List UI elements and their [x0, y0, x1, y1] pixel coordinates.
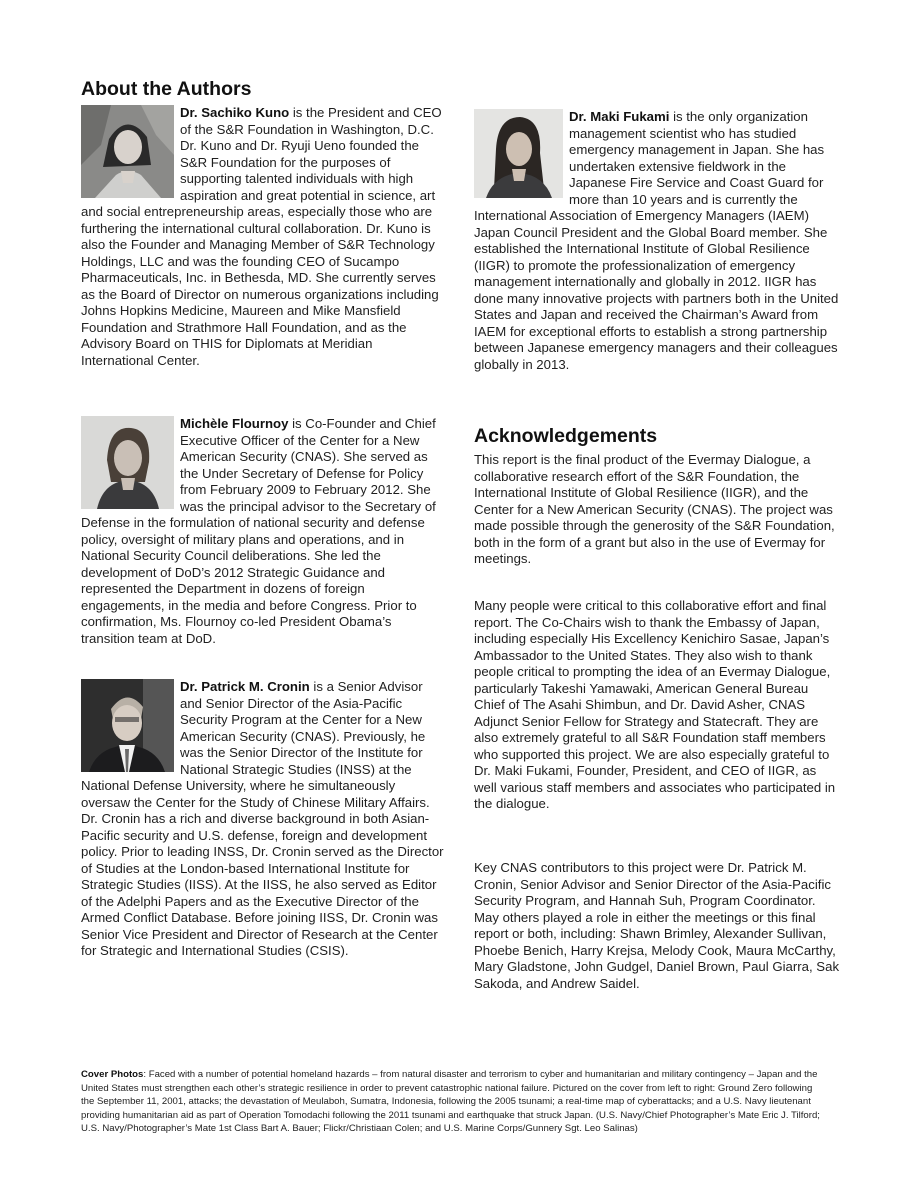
cronin-name: Dr. Patrick M. Cronin: [180, 679, 310, 694]
fukami-photo: [474, 109, 563, 198]
cover-photos-text: : Faced with a number of potential homeland hazards – from natural disaster and terrorism to cyber and humanitarian and military contingency – Japan and the United States must strengthen each other’s strategic resilience in order to prevent catastrophic national failure. Pictured on the cover from left to right: Ground Zero following the September 11, 2001, attacks; the devastation of Meulaboh, Sumatra, Indonesia, following the 2005 tsunami; a real-time map of cyberattacks; and a U.S. Navy lieutenant providing humanitarian aid as part of Operation Tomodachi following the 2011 tsunami and earthquake that struck Japan. (U.S. Navy/Chief Photographer’s Mate Eric J. Tilford; U.S. Navy/Photographer’s Mate 1st Class Bart A. Bauer; Flickr/Christiaan Colen; and U.S. Marine Corps/Gunnery Sgt. Leo Salinas): [81, 1069, 820, 1135]
cover-photos-label: Cover Photos: [81, 1069, 144, 1080]
kuno-bio-text: is the President and CEO of the S&R Foundation in Washington, D.C. Dr. Kuno and Dr. Ryuji Ueno founded the S&R Foundation for the purposes of supporting talented individuals with high aspiration and great potential in science, art and social entrepreneurship areas, especially those who are furthering the international cultural collaboration. Dr. Kuno is also the Founder and Managing Member of S&R Technology Holdings, LLC and was the founding CEO of Sucampo Pharmaceuticals, Inc. in Bethesda, MD. She currently serves as the Board of Director on numerous organizations including Johns Hopkins Medicine, Maureen and Mike Mansfield Foundation and Strathmore Hall Foundation, and as the Advisory Board on THIS for Diplomats at Meridian International Center.: [81, 105, 442, 368]
acknowledgements-paragraph-3: Key CNAS contributors to this project were Dr. Patrick M. Cronin, Senior Advisor and Senior Director of the Asia-Pacific Security Program, and Hannah Suh, Program Coordinator. May others played a role in either the meetings or this final report or both, including: Shawn Brimley, Alexander Sullivan, Phoebe Benich, Harry Krejsa, Melody Cook, Maura McCarthy, Mary Gladstone, John Gudgel, Daniel Brown, Paul Giarra, Sak Sakoda, and Andrew Saidel.: [474, 860, 840, 991]
about-authors-heading: About the Authors: [81, 78, 252, 100]
kuno-photo: [81, 105, 174, 198]
bio-fukami: [474, 109, 842, 373]
bio-flournoy: [81, 416, 446, 647]
cronin-photo: [81, 679, 174, 772]
fukami-bio-text: is the only organization management scientist who has studied emergency management in Japan. She has undertaken extensive fieldwork in the Japanese Fire Service and Coast Guard for more than 10 years and is currently the International Association of Emergency Managers (IAEM) Japan Council President and the Global Board member. She established the International Institute of Global Resilience (IIGR) to promote the professionalization of emergency management internationally and globally in 2012. IIGR has done many innovative projects with partners both in the United States and Japan and received the Chairman’s Award from IAEM for exceptional efforts to establish a strong partnership between Japanese emergency managers and their colleagues globally in 2013.: [474, 109, 839, 372]
cronin-bio-text: is a Senior Advisor and Senior Director of the Asia-Pacific Security Program at the Center for a New American Security (CNAS). Previously, he was the Senior Director of the Institute for National Strategic Studies (INSS) at the National Defense University, where he simultaneously oversaw the Center for the Study of Chinese Military Affairs. Dr. Cronin has a rich and diverse background in both Asian-Pacific security and U.S. defense, foreign and development policy. Prior to leading INSS, Dr. Cronin served as the Director of Studies at the London-based International Institute for Strategic Studies (IISS). At the IISS, he also served as Editor of the Adelphi Papers and as the Executive Director of the Armed Conflict Database. Before joining IISS, Dr. Cronin was Senior Vice President and Director of Research at the Center for Strategic and International Studies (CSIS).: [81, 679, 444, 958]
flournoy-bio-text: is Co-Founder and Chief Executive Officer of the Center for a New American Security (CNAS). She served as the Under Secretary of Defense for Policy from February 2009 to February 2012. She was the principal advisor to the Secretary of Defense in the formulation of national security and defense policy, oversight of military plans and operations, and in National Security Council deliberations. She led the development of DoD’s 2012 Strategic Guidance and represented the Department in dozens of foreign engagements, in the media and before Congress. Prior to confirmation, Ms. Flournoy co-led President Obama’s transition team at DoD.: [81, 416, 436, 646]
flournoy-photo: [81, 416, 174, 509]
cover-photos-note: [81, 1068, 821, 1136]
acknowledgements-paragraph-2: Many people were critical to this collaborative effort and final report. The Co-Chairs wish to thank the Embassy of Japan, including especially His Excellency Kenichiro Sasae, Japan’s Ambassador to the United States. They also wish to thank people critical to prompting the idea of an Evermay Dialogue, particularly Takeshi Yamawaki, American General Bureau Chief of The Asahi Shimbun, and Dr. David Asher, CNAS Adjunct Senior Fellow for Strategy and Statecraft. They are also extremely grateful to all S&R Foundation staff members who supported this project. We are also especially grateful to Dr. Maki Fukami, Founder, President, and CEO of IIGR, as well various staff members and associates who participated in the dialogue.: [474, 598, 836, 811]
acknowledgements-heading: Acknowledgements: [474, 425, 658, 447]
kuno-name: Dr. Sachiko Kuno: [180, 105, 290, 120]
bio-kuno: [81, 105, 446, 369]
bio-cronin: [81, 679, 446, 960]
acknowledgements-paragraph-1: This report is the final product of the Evermay Dialogue, a collaborative research effort of the S&R Foundation, the International Institute of Global Resilience (IIGR), and the Center for a New American Security (CNAS). The project was made possible through the generosity of the S&R Foundation, both in the form of a grant but also in the use of Evermay for meetings.: [474, 452, 835, 566]
flournoy-name: Michèle Flournoy: [180, 416, 289, 431]
fukami-name: Dr. Maki Fukami: [569, 109, 670, 124]
